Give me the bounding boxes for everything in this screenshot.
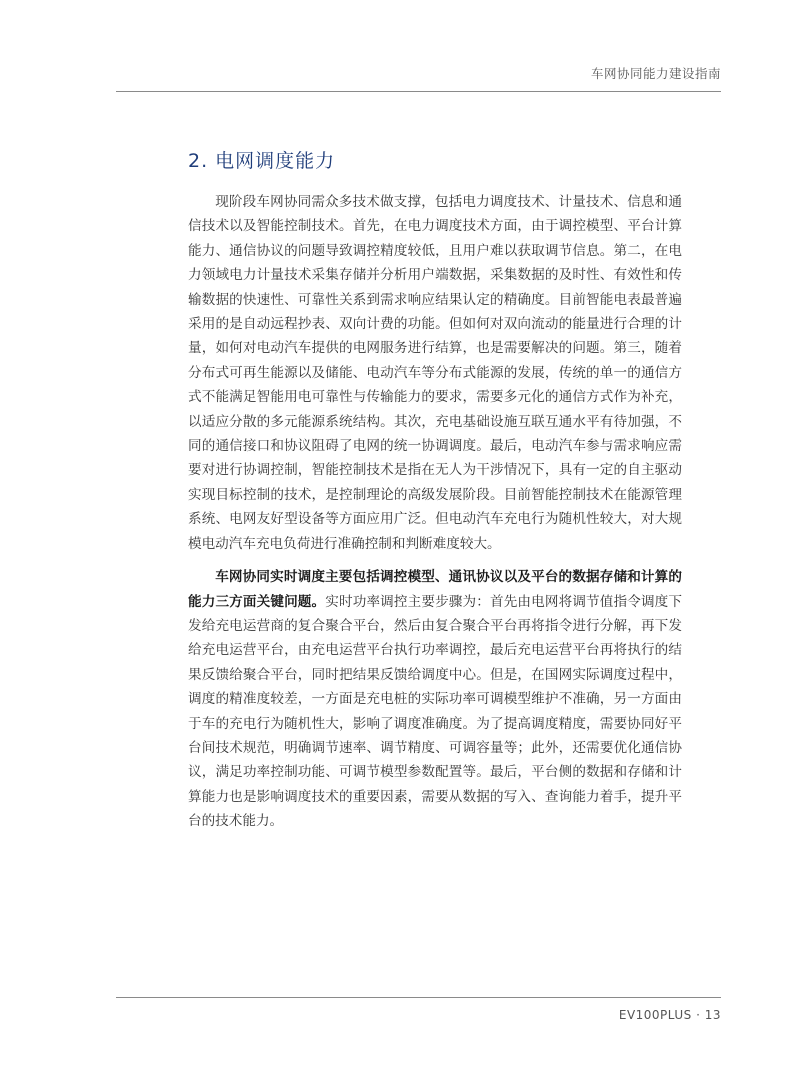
page-footer: EV100PLUS · 13	[618, 1008, 721, 1022]
footer-divider	[116, 997, 721, 998]
paragraph-2-lead: 车网协同实时调度主要包括调控模型、通讯协议以及平台的数据存储和计算的能力三方面关键问题。	[188, 569, 682, 610]
section-heading: 2. 电网调度能力	[188, 150, 336, 172]
running-header-title: 车网协同能力建设指南	[590, 66, 721, 81]
body-text	[188, 190, 682, 843]
header-divider	[116, 91, 721, 92]
paragraph-2-text: 实时功率调控主要步骤为：首先由电网将调节值指令调度下发给充电运营商的复合聚合平台，然后由复合聚合平台再将指令进行分解，再下发给充电运营平台，由充电运营平台执行功率调控，最后充电运营平台再将执行的结果反馈给聚合平台，同时把结果反馈给调度中心。但是，在国网实际调度过程中，调度的精准度较差，一方面是充电桩的实际功率可调模型维护不准确，另一方面由于车的充电行为随机性大，影响了调度准确度。为了提高调度精度，需要协同好平台间技术规范，明确调节速率、调节精度、可调容量等；此外，还需要优化通信协议，满足功率控制功能、可调节模型参数配置等。最后，平台侧的数据和存储和计算能力也是影响调度技术的重要因素，需要从数据的写入、查询能力着手，提升平台的技术能力。	[188, 593, 683, 830]
paragraph-1: 现阶段车网协同需众多技术做支撑，包括电力调度技术、计量技术、信息和通信技术以及智能控制技术。首先，在电力调度技术方面，由于调控模型、平台计算能力、通信协议的问题导致调控精度较低，且用户难以获取调节信息。第二，在电力领域电力计量技术采集存储并分析用户端数据，采集数据的及时性、有效性和传输数据的快速性、可靠性关系到需求响应结果认定的精确度。目前智能电表最普遍采用的是自动远程抄表、双向计费的功能。但如何对双向流动的能量进行合理的计量，如何对电动汽车提供的电网服务进行结算，也是需要解决的问题。第三，随着分布式可再生能源以及储能、电动汽车等分布式能源的发展，传统的单一的通信方式不能满足智能用电可靠性与传输能力的要求，需要多元化的通信方式作为补充，以适应分散的多元能源系统结构。其次，充电基础设施互联互通水平有待加强，不同的通信接口和协议阻碍了电网的统一协调调度。最后，电动汽车参与需求响应需要对进行协调控制，智能控制技术是指在无人为干涉情况下，具有一定的自主驱动实现目标控制的技术，是控制理论的高级发展阶段。目前智能控制技术在能源管理系统、电网友好型设备等方面应用广泛。但电动汽车充电行为随机性较大，对大规模电动汽车充电负荷进行准确控制和判断难度较大。	[188, 194, 682, 552]
paragraph-2	[188, 565, 682, 833]
